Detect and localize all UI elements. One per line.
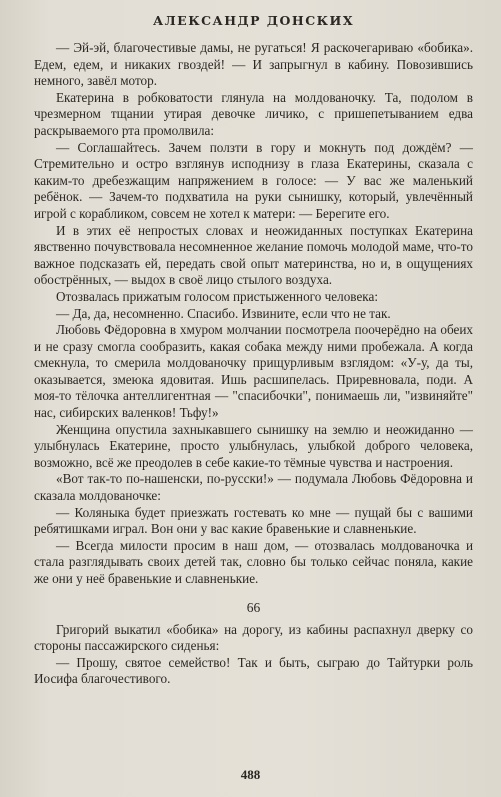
paragraph: Екатерина в робковатости глянула на молдованочку. Та, подолом в чрезмерном тщании утирая девочке личико, с пришепетыванием едва раскрываемого рта промолвила: (34, 89, 473, 138)
main-text (34, 40, 473, 588)
paragraph: — Эй-эй, благочестивые дамы, не ругаться! Я раскочегариваю «бобика». Едем, едем, и никаких гвоздей! — И запрыгнул в кабину. Повозившись немного, завёл мотор. (34, 40, 473, 89)
chapter-text (34, 622, 473, 688)
paragraph: Женщина опустила захныкавшего сынишку на землю и неожиданно — улыбнулась Екатерине, просто улыбнулась, улыбкой доброго человека, возможно, всё же преодолев в себе какие-то тёмные чувства и настроения. (34, 421, 473, 470)
paragraph: — Соглашайтесь. Зачем ползти в гору и мокнуть под дождём? — Стремительно и остро взглянув исподнизу в глаза Екатерины, сказала с каким-то дребезжащим напряжением в голосе: — У вас же маленький ребёнок. — Зачем-то подхватила на руки сынишку, который, увлечённый игрой с корабликом, совсем не хотел к матери: — Берегите его. (34, 139, 473, 221)
paragraph: — Коляныка будет приезжать гостевать ко мне — пущай бы с вашими ребятишками играл. Вон они у вас какие бравенькие и славненькие. (34, 504, 473, 537)
paragraph: Любовь Фёдоровна в хмуром молчании посмотрела поочерёдно на обеих и не сразу смогла сообразить, какая собака между ними пробежала. А когда смекнула, то смерила молдованочку прищурливым взглядом: «У-у, да ты, оказывается, змеюка ядовитая. Ишь расшипелась. Приревновала, поди. А моя-то тёлочка антеллигентная — "спасибочки", понимаешь ли, "извиняйте" нас, сибирских валенков! Тьфу!» (34, 322, 473, 421)
page-number: 488 (240, 767, 261, 782)
paragraph: — Да, да, несомненно. Спасибо. Извините, если что не так. (56, 305, 391, 321)
paragraph: — Всегда милости просим в наш дом, — отозвалась молдованочка и стала разглядывать своих детей так, словно бы только сейчас поняла, какие же они у неё бравенькие и славненькие. (34, 537, 473, 586)
paragraph: И в этих её непростых словах и неожиданных поступках Екатерина явственно почувствовала несомненное желание помочь молодой маме, что-то важное подсказать ей, передать свой опыт материнства, но и, в ощущениях обострённых, — выдох в своё лицо стылого воздуха. (34, 222, 473, 288)
paragraph: «Вот так-то по-нашенски, по-русски!» — подумала Любовь Фёдоровна и сказала молдованочке: (34, 471, 473, 504)
paragraph: Григорий выкатил «бобика» на дорогу, из кабины распахнул дверку со стороны пассажирского сиденья: (34, 621, 473, 654)
paragraph: — Прошу, святое семейство! Так и быть, сыграю до Тайтурки роль Иосифа благочестивого. (34, 654, 473, 687)
running-header: АЛЕКСАНДР ДОНСКИХ (152, 13, 355, 28)
paragraph: Отозвалась прижатым голосом пристыженного человека: (56, 288, 379, 304)
chapter-number: 66 (246, 599, 261, 615)
